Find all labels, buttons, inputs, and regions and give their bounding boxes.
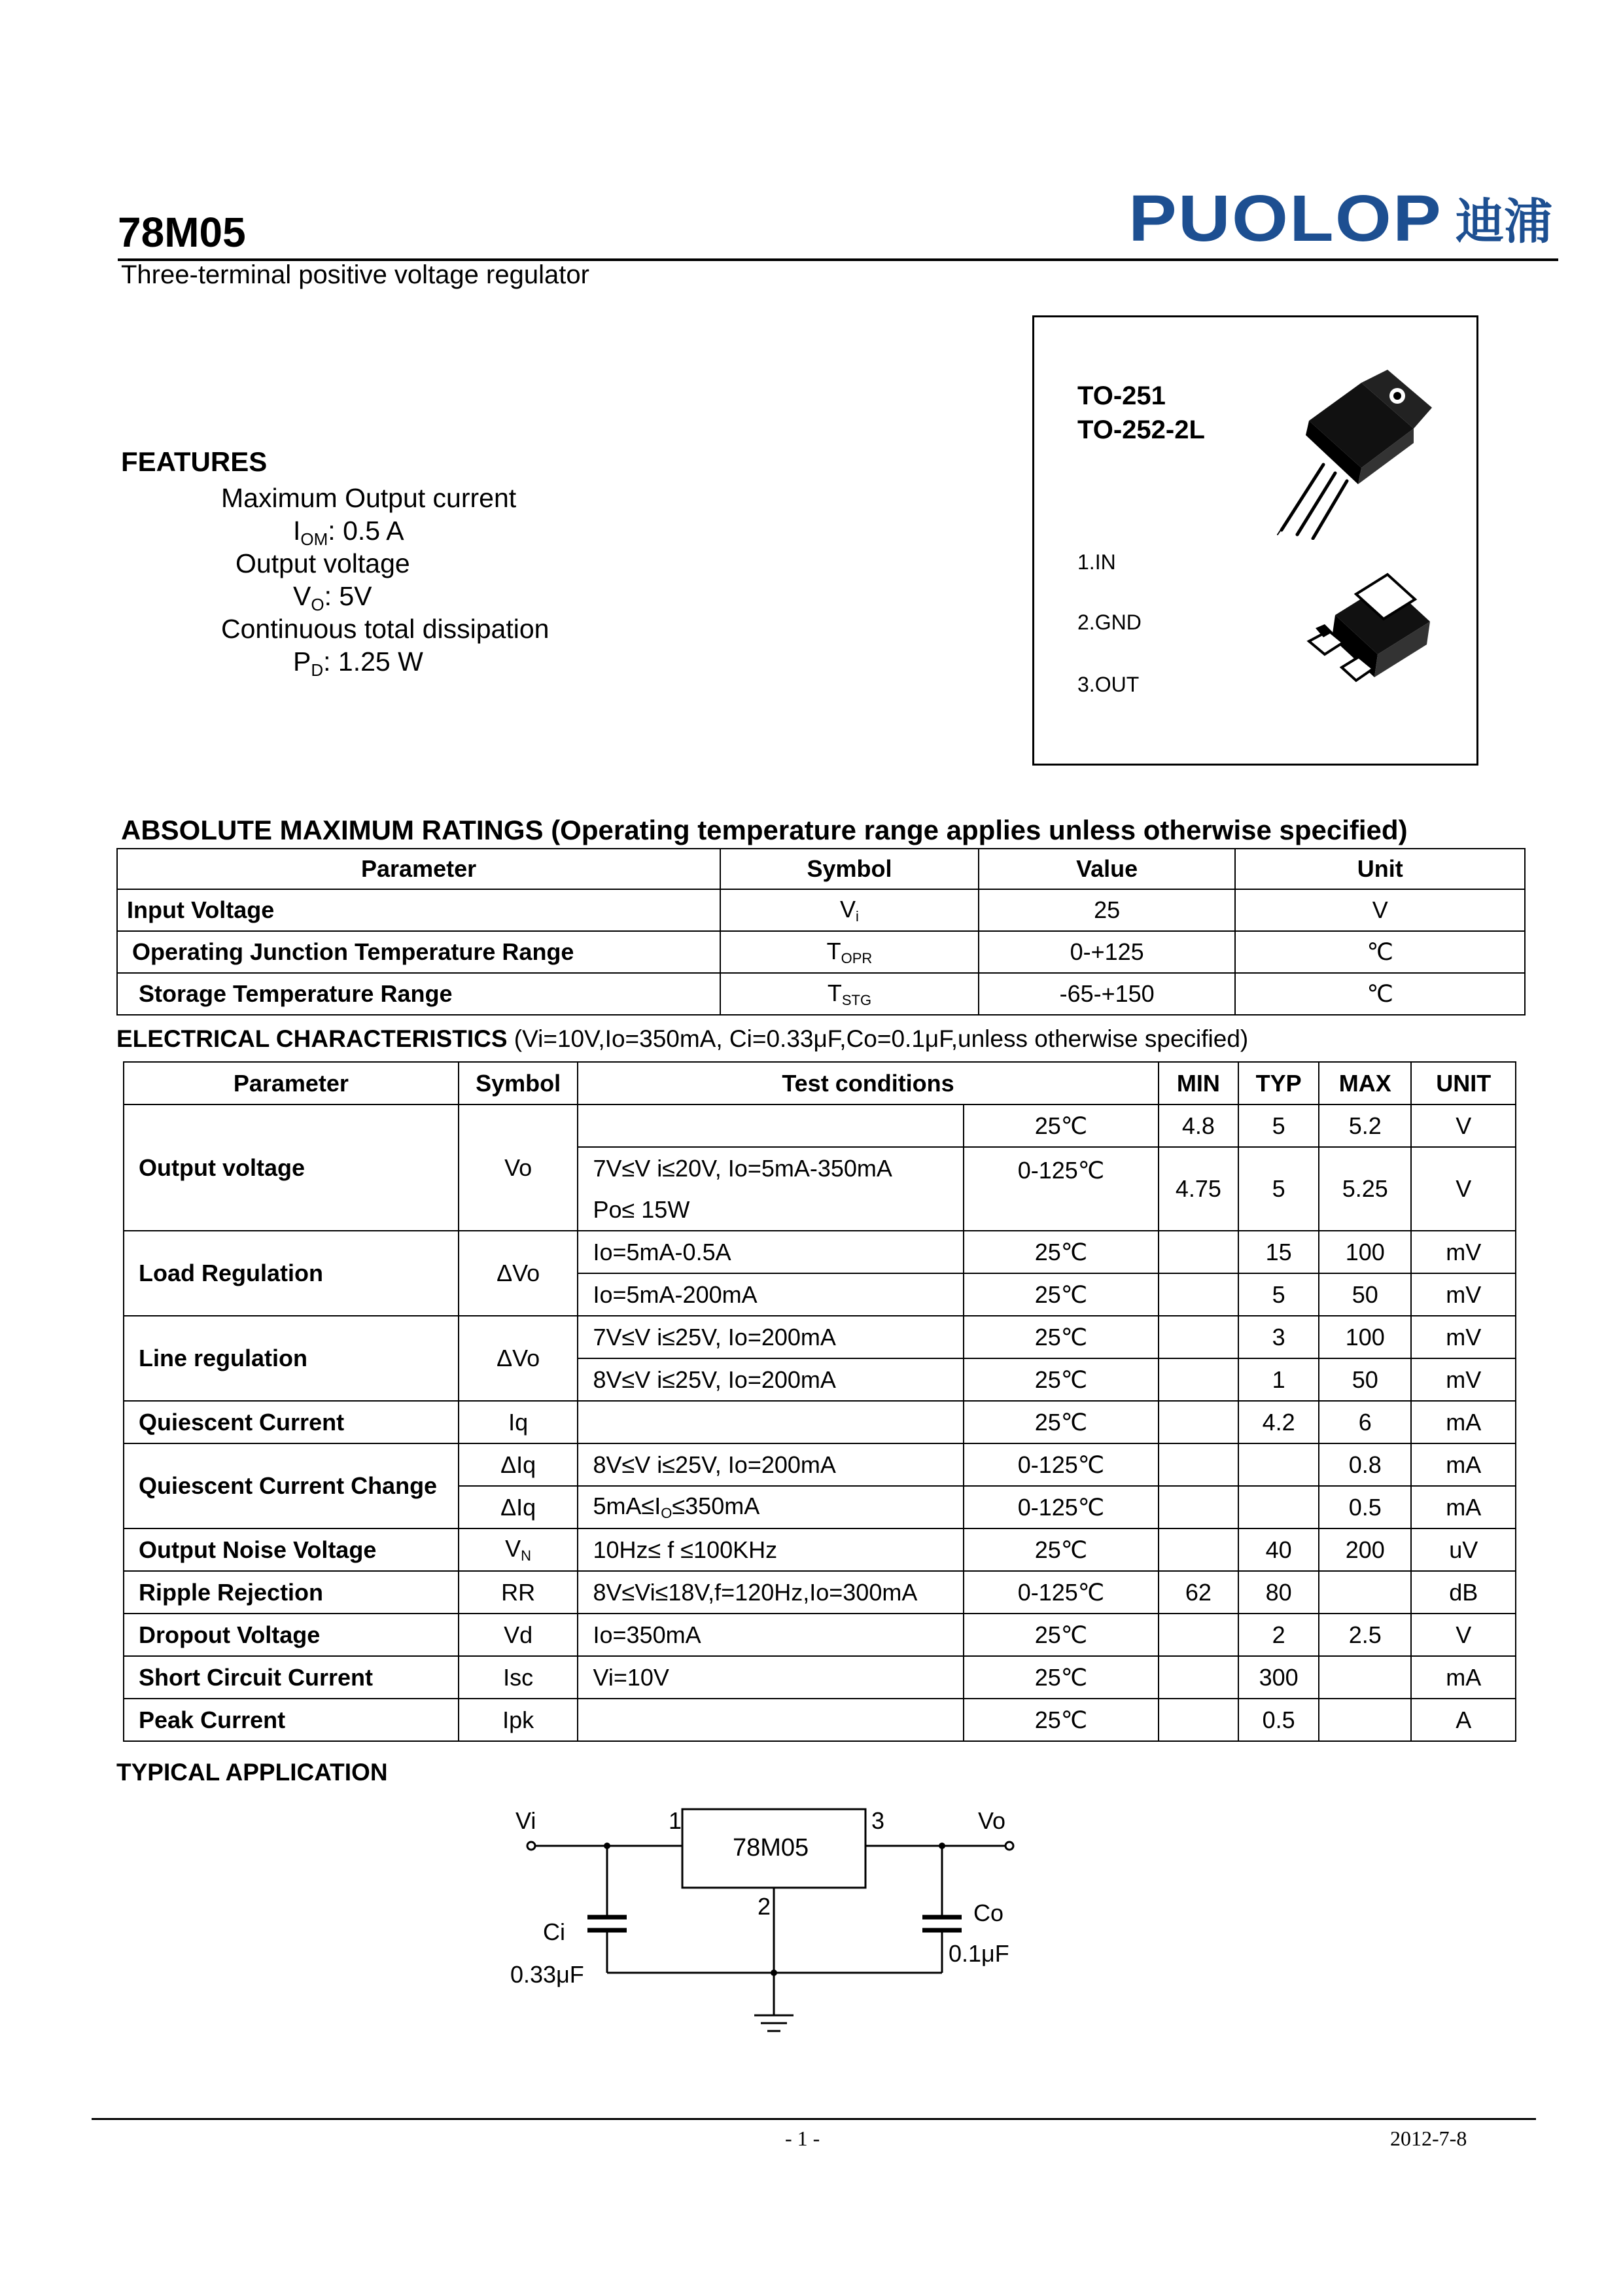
package-to251: TO-251 [1077, 381, 1166, 410]
ec-max: 100 [1319, 1316, 1411, 1358]
ec-symbol: ΔIq [459, 1486, 578, 1528]
ec-condition: Io=350mA [578, 1614, 964, 1656]
ec-unit: mV [1411, 1316, 1516, 1358]
amr-unit: ℃ [1235, 931, 1525, 973]
ec-title: ELECTRICAL CHARACTERISTICS [116, 1025, 508, 1052]
ec-symbol: Iq [459, 1401, 578, 1443]
page-number: - 1 - [785, 2127, 820, 2150]
pin1-label: 1 [669, 1807, 682, 1834]
amr-param: Storage Temperature Range [117, 973, 720, 1015]
ec-unit: A [1411, 1699, 1516, 1741]
amr-header-unit: Unit [1235, 849, 1525, 889]
ec-typ: 1 [1238, 1358, 1319, 1401]
ec-typ: 2 [1238, 1614, 1319, 1656]
feature-max-current-value: $I_{OM}$: 0.5 A [293, 516, 404, 549]
ec-temp: 25℃ [964, 1104, 1158, 1147]
table-row [124, 1699, 1516, 1741]
junction-dot [771, 1969, 777, 1976]
amr-unit: V [1235, 889, 1525, 931]
ec-unit: mA [1411, 1401, 1516, 1443]
ec-max: 0.8 [1319, 1443, 1411, 1486]
ec-symbol: Vo [459, 1104, 578, 1231]
ec-min [1159, 1401, 1239, 1443]
ec-unit: mA [1411, 1486, 1516, 1528]
ec-unit: V [1411, 1104, 1516, 1147]
table-row [124, 1104, 1516, 1147]
ec-symbol: Isc [459, 1656, 578, 1699]
amr-unit: ℃ [1235, 973, 1525, 1015]
ec-min [1159, 1699, 1239, 1741]
amr-table [116, 848, 1526, 1016]
ec-conditions: (Vi=10V,Io=350mA, Ci=0.33μF,Co=0.1μF,unless otherwise specified) [514, 1025, 1249, 1052]
amr-header-value: Value [979, 849, 1236, 889]
ec-param-dropout: Dropout Voltage [124, 1614, 459, 1656]
ec-condition: Io=5mA-0.5A [578, 1231, 964, 1273]
ec-typ: 3 [1238, 1316, 1319, 1358]
ec-temp: 0-125℃ [964, 1486, 1158, 1528]
ec-condition: 8V≤Vi≤18V,f=120Hz,Io=300mA [578, 1571, 964, 1614]
ec-param-ripple: Ripple Rejection [124, 1571, 459, 1614]
ec-temp: 25℃ [964, 1656, 1158, 1699]
ec-min [1159, 1358, 1239, 1401]
ec-symbol: RR [459, 1571, 578, 1614]
ec-header-symbol: Symbol [459, 1062, 578, 1104]
feature-output-voltage-label: Output voltage [236, 548, 410, 578]
ec-max: 0.5 [1319, 1486, 1411, 1528]
ec-min [1159, 1273, 1239, 1316]
ec-unit: mV [1411, 1273, 1516, 1316]
ec-max: 2.5 [1319, 1614, 1411, 1656]
amr-param: Operating Junction Temperature Range [117, 931, 720, 973]
table-row [124, 1528, 1516, 1571]
amr-value: 25 [979, 889, 1236, 931]
ec-header-typ: TYP [1238, 1062, 1319, 1104]
pin-2-label: 2.GND [1077, 610, 1142, 634]
junction-dot [604, 1843, 610, 1849]
ic-label: 78M05 [733, 1834, 809, 1862]
ec-param-peak: Peak Current [124, 1699, 459, 1741]
ec-temp: 0-125℃ [964, 1147, 1158, 1231]
ec-min: 4.8 [1159, 1104, 1239, 1147]
ec-condition [578, 1104, 964, 1147]
ec-max: 6 [1319, 1401, 1411, 1443]
feature-max-current-label: Maximum Output current [221, 483, 517, 513]
ec-temp: 25℃ [964, 1231, 1158, 1273]
ec-min [1159, 1231, 1239, 1273]
table-row [124, 1231, 1516, 1273]
table-row [117, 889, 1525, 931]
amr-symbol: $T_{OPR}$ [720, 931, 979, 973]
ec-temp: 0-125℃ [964, 1443, 1158, 1486]
amr-symbol: $T_{STG}$ [720, 973, 979, 1015]
ec-unit: mV [1411, 1231, 1516, 1273]
ec-symbol: ΔIq [459, 1443, 578, 1486]
document-date: 2012-7-8 [1390, 2127, 1467, 2150]
ec-condition [578, 1699, 964, 1741]
ec-param-quiescent-change: Quiescent Current Change [124, 1443, 459, 1528]
ec-unit: dB [1411, 1571, 1516, 1614]
part-subtitle: Three-terminal positive voltage regulator [121, 260, 589, 289]
ec-symbol: Ipk [459, 1699, 578, 1741]
ec-max: 5.2 [1319, 1104, 1411, 1147]
ec-unit: mA [1411, 1656, 1516, 1699]
table-header-row [117, 849, 1525, 889]
ec-unit: V [1411, 1614, 1516, 1656]
brand-wordmark: PUOLOP [1128, 183, 1442, 255]
table-row [124, 1401, 1516, 1443]
ec-min [1159, 1656, 1239, 1699]
ec-heading [116, 1025, 1248, 1053]
amr-param: Input Voltage [117, 889, 720, 931]
ec-max: 50 [1319, 1273, 1411, 1316]
ec-param-noise: Output Noise Voltage [124, 1528, 459, 1571]
ec-max [1319, 1699, 1411, 1741]
ec-typ [1238, 1486, 1319, 1528]
ec-condition: $5mA\le I_O\le 350mA$ [578, 1486, 964, 1528]
to252-package-image [1296, 569, 1440, 700]
ec-param-load-regulation: Load Regulation [124, 1231, 459, 1316]
feature-dissipation-label: Continuous total dissipation [221, 614, 550, 644]
pin3-label: 3 [871, 1807, 885, 1834]
ec-max [1319, 1656, 1411, 1699]
pin-3-label: 3.OUT [1077, 673, 1140, 696]
amr-symbol: $V_i$ [720, 889, 979, 931]
ec-temp: 25℃ [964, 1358, 1158, 1401]
feature-dissipation-value: $P_D$: 1.25 W [293, 646, 423, 680]
co-label: Co [973, 1899, 1004, 1926]
ec-header-test-conditions: Test conditions [578, 1062, 1158, 1104]
table-row [124, 1656, 1516, 1699]
part-number-title: 78M05 [118, 209, 246, 256]
ec-symbol: Vd [459, 1614, 578, 1656]
table-row [124, 1614, 1516, 1656]
table-row [124, 1571, 1516, 1614]
table-row [124, 1443, 1516, 1486]
amr-value: 0-+125 [979, 931, 1236, 973]
vi-label: Vi [515, 1807, 536, 1834]
table-header-row [124, 1062, 1516, 1104]
ec-typ: 5 [1238, 1147, 1319, 1231]
ec-condition [578, 1401, 964, 1443]
ec-symbol: ΔVo [459, 1316, 578, 1401]
ec-condition: Io=5mA-200mA [578, 1273, 964, 1316]
ec-min [1159, 1486, 1239, 1528]
ec-typ: 4.2 [1238, 1401, 1319, 1443]
typical-application-circuit [497, 1793, 1034, 2055]
ec-min [1159, 1443, 1239, 1486]
ci-value: 0.33μF [510, 1961, 584, 1988]
ec-param-output-voltage: Output voltage [124, 1104, 459, 1231]
ec-typ: 15 [1238, 1231, 1319, 1273]
ec-header-parameter: Parameter [124, 1062, 459, 1104]
ec-typ: 5 [1238, 1273, 1319, 1316]
table-row [124, 1316, 1516, 1358]
ec-temp: 25℃ [964, 1699, 1158, 1741]
brand-chinese-wordmark: 迪浦 [1456, 194, 1552, 250]
ec-unit: mV [1411, 1358, 1516, 1401]
table-row [117, 931, 1525, 973]
junction-dot [939, 1843, 945, 1849]
pin2-label: 2 [758, 1893, 771, 1920]
co-value: 0.1μF [949, 1940, 1009, 1967]
table-row [117, 973, 1525, 1015]
ec-header-max: MAX [1319, 1062, 1411, 1104]
ec-unit: mA [1411, 1443, 1516, 1486]
features-heading: FEATURES [121, 446, 268, 477]
ec-min [1159, 1528, 1239, 1571]
ec-temp: 25℃ [964, 1316, 1158, 1358]
vo-terminal [1005, 1842, 1013, 1850]
ec-temp: 25℃ [964, 1614, 1158, 1656]
ec-typ: 0.5 [1238, 1699, 1319, 1741]
ec-temp: 0-125℃ [964, 1571, 1158, 1614]
ec-symbol: ΔVo [459, 1231, 578, 1316]
amr-header-symbol: Symbol [720, 849, 979, 889]
ec-typ: 40 [1238, 1528, 1319, 1571]
puolop-logo [1128, 183, 1560, 255]
ec-table [123, 1061, 1516, 1742]
ec-header-min: MIN [1159, 1062, 1239, 1104]
footer-rule [92, 2118, 1536, 2120]
ec-unit: uV [1411, 1528, 1516, 1571]
ec-temp: 25℃ [964, 1401, 1158, 1443]
ec-typ: 5 [1238, 1104, 1319, 1147]
ec-typ: 300 [1238, 1656, 1319, 1699]
ec-max [1319, 1571, 1411, 1614]
amr-heading: ABSOLUTE MAXIMUM RATINGS (Operating temperature range applies unless otherwise specified) [121, 815, 1408, 845]
amr-header-parameter: Parameter [117, 849, 720, 889]
ec-min [1159, 1614, 1239, 1656]
ec-temp: 25℃ [964, 1528, 1158, 1571]
ec-condition: Po≤ 15W [578, 1189, 964, 1231]
ec-temp: 25℃ [964, 1273, 1158, 1316]
ec-condition: 8V≤V i≤25V, Io=200mA [578, 1443, 964, 1486]
to251-package-image [1263, 370, 1433, 540]
ec-param-line-regulation: Line regulation [124, 1316, 459, 1401]
package-to252: TO-252-2L [1077, 415, 1205, 444]
ec-symbol: $V_N$ [459, 1528, 578, 1571]
ec-unit: V [1411, 1147, 1516, 1231]
ec-condition: 10Hz≤ f ≤100KHz [578, 1528, 964, 1571]
ec-min: 62 [1159, 1571, 1239, 1614]
ec-max: 5.25 [1319, 1147, 1411, 1231]
ec-typ [1238, 1443, 1319, 1486]
ec-max: 100 [1319, 1231, 1411, 1273]
ec-condition: 8V≤V i≤25V, Io=200mA [578, 1358, 964, 1401]
ec-param-quiescent-current: Quiescent Current [124, 1401, 459, 1443]
ec-condition: 7V≤V i≤25V, Io=200mA [578, 1316, 964, 1358]
amr-value: -65-+150 [979, 973, 1236, 1015]
ec-header-unit: UNIT [1411, 1062, 1516, 1104]
ec-min: 4.75 [1159, 1147, 1239, 1231]
vi-terminal [527, 1842, 535, 1850]
ec-min [1159, 1316, 1239, 1358]
vo-label: Vo [978, 1807, 1006, 1834]
ec-condition: Vi=10V [578, 1656, 964, 1699]
package-box [1032, 315, 1478, 766]
ec-param-short-circuit: Short Circuit Current [124, 1656, 459, 1699]
typical-application-heading: TYPICAL APPLICATION [116, 1759, 388, 1786]
ci-label: Ci [543, 1918, 565, 1945]
ec-max: 50 [1319, 1358, 1411, 1401]
ec-max: 200 [1319, 1528, 1411, 1571]
ec-condition: 7V≤V i≤20V, Io=5mA-350mA [578, 1147, 964, 1189]
feature-output-voltage-value: $V_O$: 5V [293, 581, 372, 614]
pin-1-label: 1.IN [1077, 550, 1116, 574]
ec-typ: 80 [1238, 1571, 1319, 1614]
